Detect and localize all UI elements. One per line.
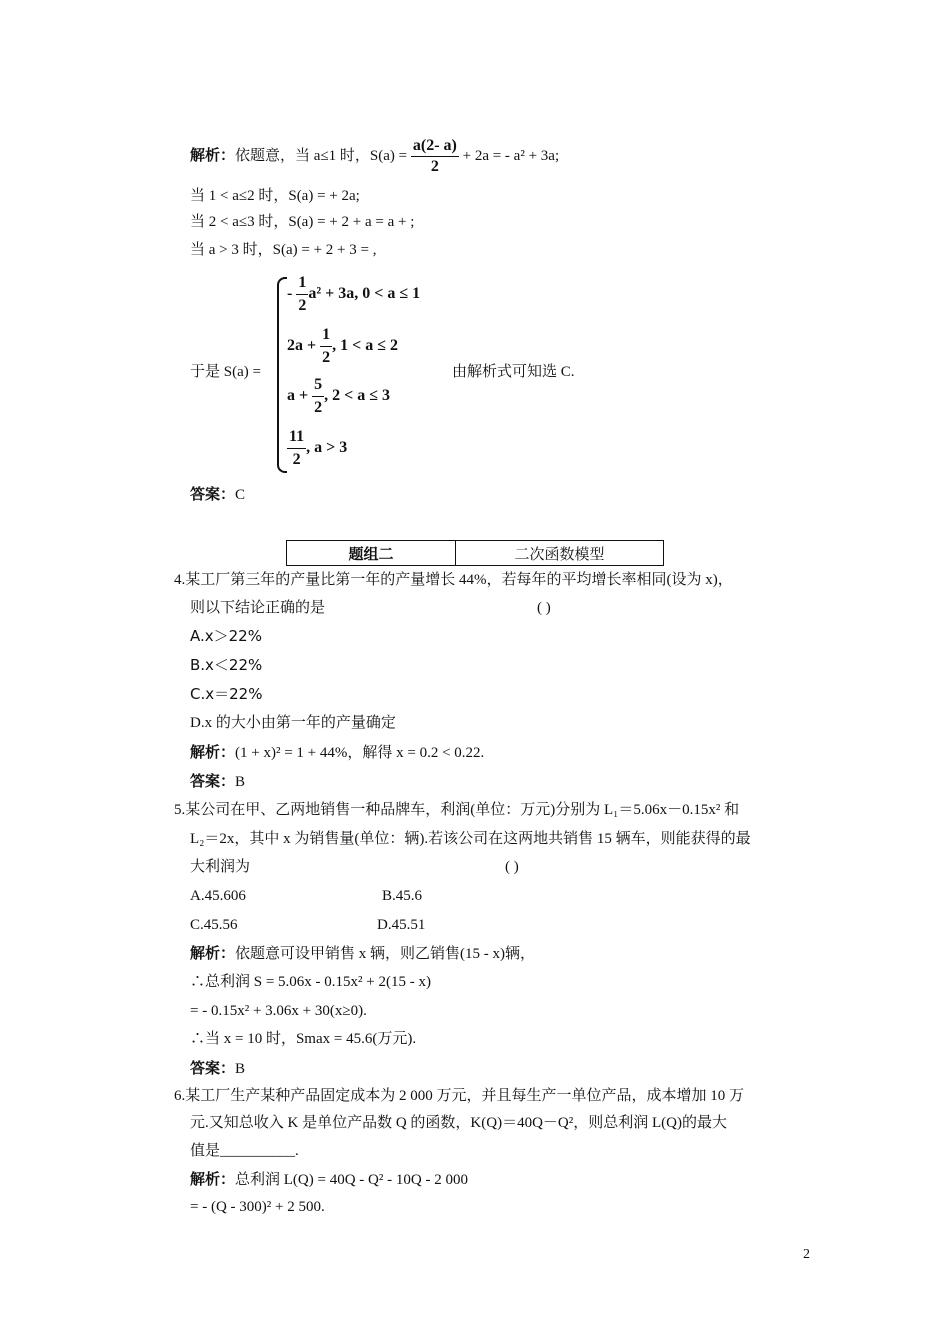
q5-option-d: D.45.51: [377, 917, 426, 933]
topic-table: [286, 540, 664, 566]
q5-analysis-line-1: 解析：依题意可设甲销售 x 辆，则乙销售(15 - x)辆，: [190, 944, 536, 962]
analysis-label: 解析：: [190, 145, 236, 164]
q5-stem-line-1: 5.某公司在甲、乙两地销售一种品牌车，利润(单位：万元)分别为 L₁＝5.06x－0.15x² 和: [174, 802, 740, 818]
piecewise-case-4: $\frac{11}{2}$ , a > 3: [289, 428, 348, 468]
q4-option-d: D.x 的大小由第一年的产量确定: [190, 715, 396, 731]
piecewise-conclusion: 由解析式可知选 C.: [452, 364, 575, 380]
topic-group-label: 题组二: [287, 541, 456, 566]
q5-option-a: A.45.606: [190, 888, 246, 904]
piecewise-lhs: 于是 S(a) =: [190, 364, 261, 380]
piecewise-case-1: - $\frac{1}{2}$ a² + 3a, 0 < a ≤ 1: [287, 274, 421, 314]
analysis-line-1: 解析：依题意，当 a≤1 时，S(a) = $\frac{a(2- a)}{2}$ + 2a = - a² + 3a;: [190, 137, 560, 175]
q5-answer: 答案：B: [190, 1059, 246, 1077]
analysis-line-4: 当 a > 3 时，S(a) = + 2 + 3 = ,: [190, 242, 377, 258]
q5-analysis-line-4: ∴当 x = 10 时，Smax = 45.6(万元).: [190, 1031, 417, 1047]
q5-analysis-line-3: = - 0.15x² + 3.06x + 30(x≥0).: [190, 1003, 367, 1019]
piecewise-brace: [277, 277, 287, 473]
analysis-line-3: 当 2 < a≤3 时，S(a) = + 2 + a = a + ;: [190, 214, 415, 230]
q4-analysis: 解析：(1 + x)² = 1 + 44%，解得 x = 0.2 < 0.22.: [190, 743, 485, 761]
q4-option-c: C.x＝22%: [190, 685, 263, 703]
q6-stem-line-3: 值是__________.: [190, 1143, 299, 1159]
topic-title: 二次函数模型: [456, 541, 664, 566]
analysis-line-2: 当 1 < a≤2 时，S(a) = + 2a;: [190, 188, 360, 204]
q5-stem-line-2: L₂＝2x，其中 x 为销售量(单位：辆).若该公司在这两地共销售 15 辆车，则能获得的最: [190, 831, 751, 847]
q6-analysis-line-1: 解析：总利润 L(Q) = 40Q - Q² - 10Q - 2 000: [190, 1170, 468, 1188]
page-number: 2: [803, 1247, 810, 1262]
q5-option-c: C.45.56: [190, 917, 238, 933]
q5-stem-line-3: 大利润为: [190, 859, 251, 875]
q5-option-b: B.45.6: [382, 888, 423, 904]
q6-stem-line-2: 元.又知总收入 K 是单位产品数 Q 的函数，K(Q)＝40Q－Q²，则总利润 L(Q)的最大: [190, 1115, 727, 1131]
q4-stem-line-2: 则以下结论正确的是: [190, 600, 326, 616]
piecewise-case-2: 2a + $\frac{1}{2}$ , 1 < a ≤ 2: [287, 326, 399, 366]
q4-answer-paren: ( ): [537, 600, 551, 616]
answer-line-1: 答案：C: [190, 485, 246, 503]
q5-answer-paren: ( ): [505, 859, 519, 875]
fraction: $\frac{a(2- a)}{2}$: [412, 137, 457, 175]
q6-analysis-line-2: = - (Q - 300)² + 2 500.: [190, 1199, 325, 1215]
piecewise-case-3: a + $\frac{5}{2}$ , 2 < a ≤ 3: [287, 376, 391, 416]
q6-stem-line-1: 6.某工厂生产某种产品固定成本为 2 000 万元，并且每生产一单位产品，成本增加 10 万: [174, 1088, 745, 1104]
q4-option-a: A.x＞22%: [190, 627, 262, 645]
q4-option-b: B.x＜22%: [190, 656, 263, 674]
q5-analysis-line-2: ∴总利润 S = 5.06x - 0.15x² + 2(15 - x): [190, 974, 431, 990]
q4-stem-line-1: 4.某工厂第三年的产量比第一年的产量增长 44%，若每年的平均增长率相同(设为 x)，: [174, 572, 733, 588]
q4-answer: 答案：B: [190, 772, 246, 790]
